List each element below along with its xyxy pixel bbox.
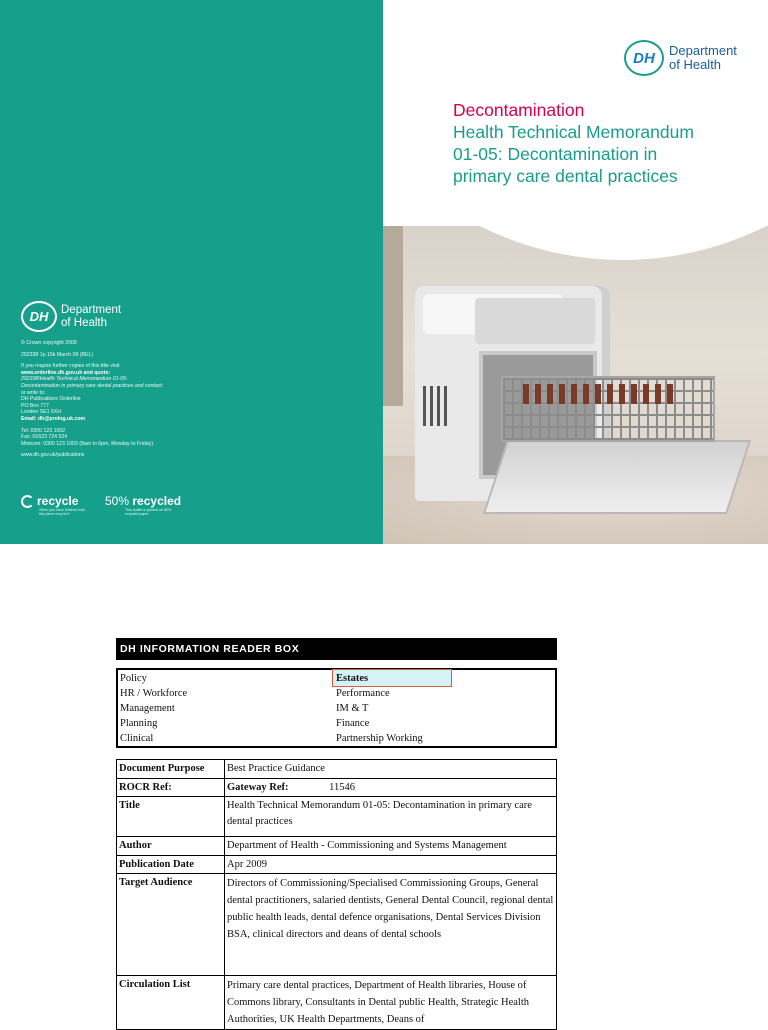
table-row (117, 837, 557, 856)
gateway-label: Gateway Ref: (227, 781, 289, 793)
open-door (483, 440, 751, 514)
dh-logo-line2: of Health (61, 316, 108, 329)
category-box (116, 668, 557, 748)
control-panel (475, 298, 595, 344)
minicom: Minicom: 0300 123 1003 (8am to 6pm, Monday to Friday) (21, 440, 154, 447)
recycle-icon (21, 495, 34, 508)
row-value: Apr 2009 (225, 855, 557, 874)
recycle-note: When you have finished with this piece recycle it (39, 508, 85, 517)
dh-logo-line1: Department (669, 43, 737, 59)
table-row (117, 778, 557, 797)
address-line2: PO Box 777 (21, 402, 49, 409)
categories-right (336, 671, 423, 746)
information-reader-box (116, 638, 557, 1025)
gateway-value: 11546 (329, 781, 356, 793)
reader-box-heading: DH INFORMATION READER BOX (116, 638, 557, 660)
category-estates: Estates (336, 673, 369, 684)
cover-title (453, 99, 753, 187)
order-url[interactable]: www.orderline.dh.gov.uk and quote: (21, 369, 111, 376)
row-value: Department of Health - Commissioning and Systems Management (225, 837, 557, 856)
email[interactable]: Email: dh@prolog.uk.com (21, 415, 86, 422)
title-line-2: Health Technical Memorandum (453, 122, 694, 142)
categories-left (120, 671, 187, 746)
category-partnership-working: Partnership Working (336, 733, 423, 744)
recycled-percent: 50% (105, 494, 130, 508)
category-finance: Finance (336, 718, 370, 729)
reader-box-table (116, 759, 557, 1030)
write-to: or write to: (21, 389, 46, 396)
category-im-t: IM & T (336, 703, 369, 714)
recycle-label: recycle (37, 494, 79, 508)
order-title: Decontamination in primary care dental practices and contact: (21, 382, 164, 389)
recycle-logos (21, 494, 199, 517)
contact-numbers (21, 428, 236, 448)
row-value: Best Practice Guidance (225, 760, 557, 779)
category-hr-workforce: HR / Workforce (120, 688, 188, 699)
row-label: Publication Date (117, 855, 225, 874)
washer-vents (423, 386, 451, 426)
dh-logo-back (21, 301, 121, 332)
recycled-word: recycled (132, 494, 182, 508)
row-label: Target Audience (117, 874, 225, 976)
instrument-holders (523, 384, 673, 404)
row-label: Title (117, 797, 225, 837)
title-line-3: 01-05: Decontamination in (453, 144, 658, 164)
row-value: Directors of Commissioning/Specialised Commissioning Groups, General dental practitioners, salaried dentists, General Dental Council, regional dental public health leads, dental defence organisations, Dental Services Division BSA, clinical directors and deans of dental schools (225, 874, 557, 976)
row-label: Circulation List (117, 976, 225, 1030)
table-row (117, 855, 557, 874)
table-row (117, 976, 557, 1030)
table-row (117, 797, 557, 837)
copyright: © Crown copyright 2009 (21, 340, 77, 346)
category-clinical: Clinical (120, 733, 154, 744)
back-cover (0, 0, 383, 544)
dh-logo-icon: DH (21, 301, 57, 332)
address-line1: DH Publications Orderline (21, 396, 81, 403)
recycle-badge (21, 494, 87, 517)
category-management: Management (120, 703, 175, 714)
row-value: Health Technical Memorandum 01-05: Decontamination in primary care dental practices (225, 797, 557, 837)
series-title: Decontamination (453, 100, 585, 120)
row-label: Document Purpose (117, 760, 225, 779)
further-copies: If you require further copies of this title visit (21, 363, 120, 370)
row-label: ROCR Ref: (117, 778, 225, 797)
table-row (117, 874, 557, 976)
category-policy: Policy (120, 673, 147, 684)
back-cover-info (21, 340, 236, 464)
recycled-badge (105, 494, 181, 517)
washer-disinfector-photo (383, 226, 768, 544)
dh-logo-text (61, 304, 121, 328)
gateway-ref-cell (225, 778, 557, 797)
category-performance: Performance (336, 688, 390, 699)
dh-logo-front (624, 40, 737, 76)
order-ref: 292338/Health Technical Memorandum 01-05: (21, 376, 128, 383)
ordering-info (21, 363, 236, 422)
dh-logo-icon: DH (624, 40, 664, 76)
recycled-note: This leaflet is printed on 50% recycled paper (125, 508, 172, 517)
table-row (117, 760, 557, 779)
dh-logo-text (669, 44, 737, 71)
dh-logo-line1: Department (61, 304, 122, 317)
address-line3: London SE1 6XH (21, 409, 62, 416)
fax: Fax: 01623 724 524 (21, 434, 68, 441)
dh-logo-line2: of Health (669, 57, 722, 72)
row-label: Author (117, 837, 225, 856)
tel: Tel: 0300 123 1002 (21, 427, 66, 434)
front-cover (383, 0, 768, 544)
category-planning: Planning (120, 718, 158, 729)
cabinet-edge (383, 226, 403, 406)
print-ref: 292338 1p 15k March 09 (BEL) (21, 351, 94, 358)
title-line-4: primary care dental practices (453, 166, 678, 186)
row-value: Primary care dental practices, Department of Health libraries, House of Commons library, Consultants in Dental public Health, Strategic Health Authorities, UK Health Departments, Deans of (225, 976, 557, 1030)
web-link[interactable]: www.dh.gov.uk/publications (21, 452, 85, 459)
